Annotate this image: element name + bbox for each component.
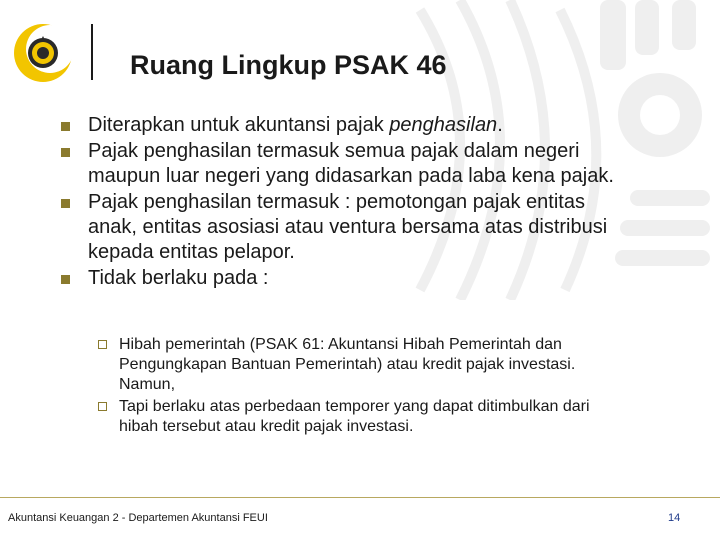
list-item — [60, 139, 680, 189]
list-item — [60, 113, 680, 138]
list-item — [98, 335, 698, 395]
title-divider — [91, 24, 93, 80]
list-item — [60, 190, 680, 265]
footer-text: Akuntansi Keuangan 2 - Departemen Akuntansi FEUI — [8, 512, 268, 524]
list-item — [98, 397, 698, 437]
list-item — [60, 266, 680, 291]
bullet-square-icon — [61, 122, 70, 131]
bullet-text-line: kepada entitas pelapor. — [88, 241, 295, 263]
sub-bullet-text-line: Tapi berlaku atas perbedaan temporer yang dapat ditimbulkan dari — [119, 398, 590, 415]
footer-divider — [0, 497, 720, 498]
sub-bullet-text-line: Namun, — [119, 376, 176, 393]
university-crest-logo-icon — [12, 22, 74, 84]
sub-bullet-list — [98, 335, 698, 437]
hollow-square-bullet-icon — [98, 402, 107, 411]
bullet-square-icon — [61, 148, 70, 157]
bullet-list — [60, 113, 680, 291]
sub-bullet-text-line: Hibah pemerintah (PSAK 61: Akuntansi Hibah Pemerintah dan — [119, 336, 562, 353]
bullet-text-line: anak, entitas asosiasi atau ventura bersama atas distribusi — [88, 216, 608, 238]
bullet-text-line: Pajak penghasilan termasuk semua pajak dalam negeri — [88, 140, 580, 162]
bullet-text-line: maupun luar negeri yang didasarkan pada laba kena pajak. — [88, 165, 614, 187]
bullet-text-line: Tidak berlaku pada : — [88, 267, 269, 289]
bullet-square-icon — [61, 275, 70, 284]
bullet-text: Diterapkan untuk akuntansi pajak penghasilan. — [88, 114, 503, 136]
slide-title: Ruang Lingkup PSAK 46 — [130, 50, 447, 80]
bullet-text-line: Pajak penghasilan termasuk : pemotongan pajak entitas — [88, 191, 585, 213]
bullet-square-icon — [61, 199, 70, 208]
hollow-square-bullet-icon — [98, 340, 107, 349]
sub-bullet-text-line: hibah tersebut atau kredit pajak investasi. — [119, 418, 414, 435]
page-number: 14 — [668, 512, 681, 524]
sub-bullet-text-line: Pengungkapan Bantuan Pemerintah) atau kredit pajak investasi. — [119, 356, 576, 373]
